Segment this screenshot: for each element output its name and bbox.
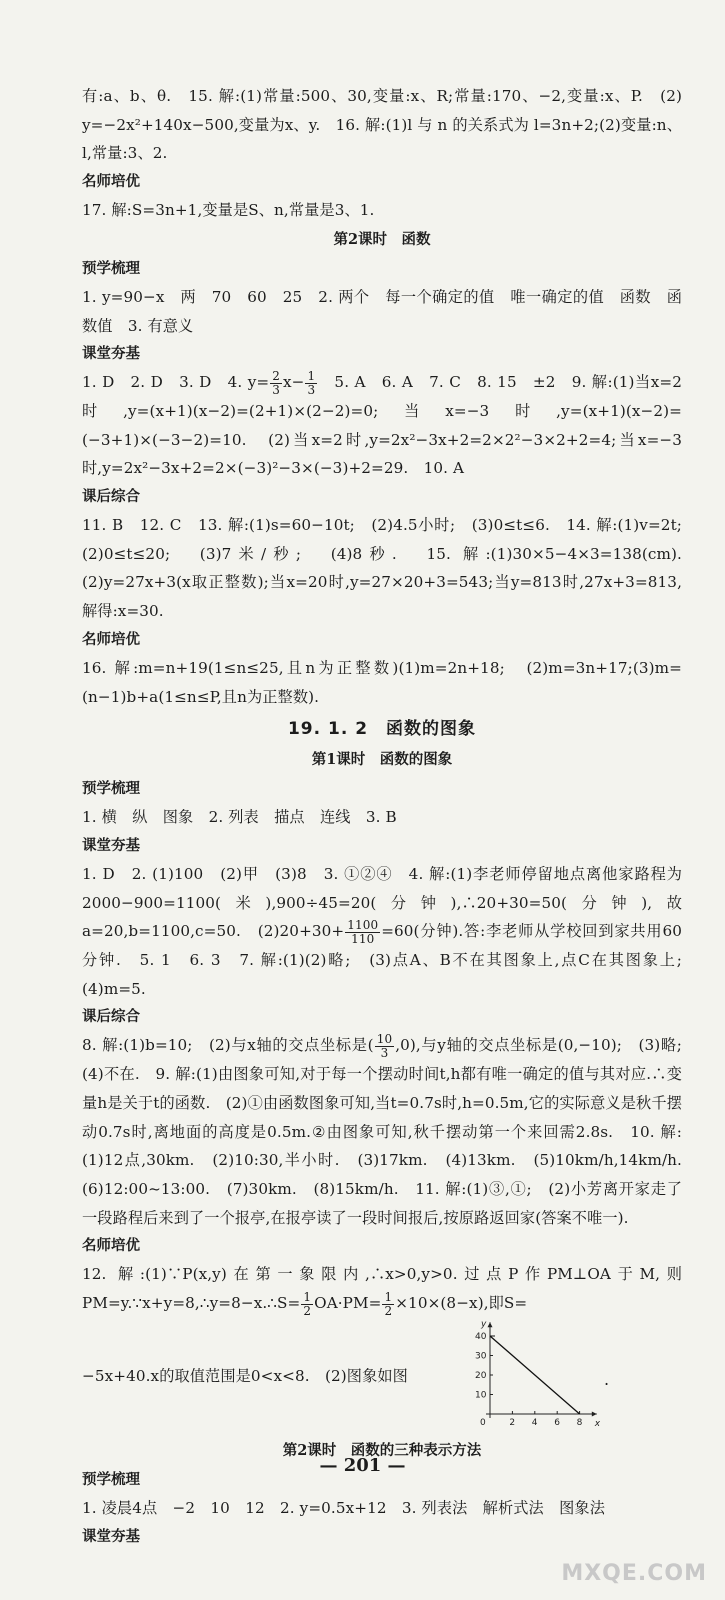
- function-line: [490, 1336, 580, 1414]
- section-heading: 预学梳理: [82, 781, 140, 798]
- numerator: 1: [384, 1289, 393, 1304]
- function-graph: [470, 1318, 600, 1436]
- denominator: 3: [380, 1045, 389, 1060]
- fraction: [345, 919, 380, 946]
- numerator: 10: [376, 1031, 393, 1046]
- numerator: 1100: [347, 917, 379, 932]
- text-run: 5. A 6. A 7. C 8. 15 ±2 9. 解:(1)当x=2时,y=(x+1)(x−2)=(2+1)×(2−2)=0;当x=−3时,y=(x+1)(x−2)=(−3+1)×(−3−2)=10. (2)当x=2时,y=2x²−3x+2=2×2²−3×2+2=4;当x=−3时,y=2x²−3x+2=2×(−3)²−3×(−3)+2=29. 10. A: [82, 373, 682, 478]
- text-run: 1. D 2. (1)100 (2)甲 (3)8 3. ①②④ 4. 解:(1)李老师停留地点离他家路程为2000−900=1100(米),900÷45=20(分钟),∴20+30=50(分钟),故a=20,b=1100,c=50. (2)20+30+: [82, 864, 682, 941]
- x-tick-label: 4: [531, 1417, 538, 1428]
- denominator: 2: [303, 1303, 312, 1318]
- text-run: =60(分钟).答:李老师从学校回到家共用60分钟. 5. 1 6. 3 7. 解:(1)(2)略; (3)点A、B不在其图象上,点C在其图象上; (4)m=5.: [82, 922, 698, 998]
- text-run: x−: [282, 373, 305, 392]
- lesson-title: 第2课时 函数的三种表示方法: [282, 1441, 482, 1459]
- numerator: 1: [307, 368, 316, 383]
- section-heading: 预学梳理: [82, 260, 140, 277]
- answer-paragraph: 有:a、b、θ. 15. 解:(1)常量:500、30,变量:x、R;常量:170、−2,变量:x、P. (2) y=−2x²+140x−500,变量为x、y. 16. 解:(1)l 与 n 的关系式为 l=3n+2;(2)变量:n、l,常量:3、2.: [82, 87, 682, 163]
- y-axis-label: y: [481, 1319, 487, 1330]
- text-run: ×10×(8−x),即S=: [395, 1294, 528, 1313]
- watermark-logo: MXQE.COM: [561, 1561, 707, 1586]
- y-tick-label: 40: [475, 1331, 487, 1342]
- answer-paragraph: 1. y=90−x 两 70 60 25 2. 两个 每一个确定的值 唯一确定的值 函数 函数值 3. 有意义: [82, 287, 682, 335]
- x-tick-label: 2: [509, 1417, 516, 1428]
- x-axis-arrow: [592, 1411, 597, 1416]
- denominator: 3: [272, 382, 280, 397]
- section-heading: 课堂夯基: [82, 1528, 140, 1545]
- numerator: 2: [272, 368, 280, 383]
- page-number: — 201 —: [319, 1455, 406, 1476]
- answer-paragraph: [82, 860, 698, 1004]
- answer-paragraph: [82, 1260, 682, 1317]
- answer-paragraph: −5x+40.x的取值范围是0<x<8. (2)图象如图: [82, 1366, 408, 1385]
- fraction: [382, 1291, 394, 1318]
- text-run: 1. D 2. D 3. D 4. y=: [82, 373, 270, 392]
- y-tick-label: 30: [475, 1351, 487, 1362]
- origin-label: 0: [480, 1417, 486, 1428]
- section-heading: 预学梳理: [82, 1471, 140, 1488]
- fraction: [301, 1291, 313, 1318]
- answer-paragraph: 11. B 12. C 13. 解:(1)s=60−10t; (2)4.5小时; (3)0≤t≤6. 14. 解:(1)v=2t; (2)0≤t≤20; (3)7米/秒; (4)8秒. 15. 解:(1)30×5−4×3=138(cm). (2)y=27x+3(x取正整数);当x=20时,y=27×20+3=543;当y=813时,27x+3=813,解得:x=30.: [82, 516, 698, 621]
- answer-paragraph: [82, 1031, 698, 1232]
- dot-mark: .: [604, 1369, 610, 1389]
- y-tick-label: 20: [475, 1370, 487, 1381]
- denominator: 110: [351, 931, 375, 946]
- x-axis-label: x: [594, 1418, 600, 1429]
- fraction: [270, 370, 282, 397]
- answer-paragraph: 1. 横 纵 图象 2. 列表 描点 连线 3. B: [82, 808, 397, 827]
- y-tick-label: 10: [475, 1390, 487, 1401]
- text-run: 12. 解:(1)∵P(x,y)在第一象限内,∴x>0,y>0.过点P作PM⊥OA于M,则PM=y.∵x+y=8,∴y=8−x.∴S=: [82, 1265, 682, 1313]
- answer-paragraph: [82, 368, 682, 483]
- denominator: 2: [384, 1303, 393, 1318]
- numerator: 1: [303, 1289, 312, 1304]
- denominator: 3: [307, 382, 316, 397]
- lesson-title: 第1课时 函数的图象: [311, 751, 453, 769]
- section-heading: 名师培优: [82, 1238, 140, 1255]
- answer-paragraph: 16. 解:m=n+19(1≤n≤25,且n为正整数)(1)m=2n+18; (2)m=3n+17;(3)m=(n−1)b+a(1≤n≤P,且n为正整数).: [82, 658, 682, 706]
- chapter-heading: 19. 1. 2 函数的图象: [287, 719, 477, 740]
- y-axis-arrow: [488, 1322, 493, 1327]
- section-heading: 名师培优: [82, 631, 140, 648]
- answer-paragraph: 1. 凌晨4点 −2 10 12 2. y=0.5x+12 3. 列表法 解析式法 图象法: [82, 1498, 605, 1517]
- section-heading: 名师培优: [82, 174, 140, 191]
- section-heading: 课堂夯基: [82, 346, 140, 363]
- text-run: 8. 解:(1)b=10; (2)与x轴的交点坐标是(: [82, 1036, 374, 1055]
- section-heading: 课后综合: [82, 489, 140, 506]
- x-tick-label: 6: [554, 1417, 560, 1428]
- text-run: OA·PM=: [314, 1294, 382, 1313]
- text-run: ,0),与y轴的交点坐标是(0,−10); (3)略; (4)不在. 9. 解:(1)由图象可知,对于每一个摆动时间t,h都有唯一确定的值与其对应.∴变量h是关于t的函数. (2)①由函数图象可知,当t=0.7s时,h=0.5m,它的实际意义是秋千摆动0.7s时,离地面的高度是0.5m.②由图象可知,秋千摆动第一个来回需2.8s. 10. 解:(1)12点,30km. (2)10:30,半小时. (3)17km. (4)13km. (5)10km/h,14km/h. (6)12:00~13:00. (7)30km. (8)15km/h. 11. 解:(1)③,①; (2)小芳离开家走了一段路程后来到了一个报亭,在报亭读了一段时间报后,按原路返回家(答案不唯一).: [82, 1036, 698, 1227]
- graph-row: [82, 1318, 682, 1436]
- page-content: [82, 82, 698, 1551]
- fraction: [375, 1033, 394, 1060]
- section-heading: 课堂夯基: [82, 837, 140, 854]
- section-heading: 课后综合: [82, 1009, 140, 1026]
- lesson-title: 第2课时 函数: [333, 230, 431, 248]
- fraction: [305, 370, 317, 397]
- x-tick-label: 8: [576, 1417, 583, 1428]
- answer-paragraph: 17. 解:S=3n+1,变量是S、n,常量是3、1.: [82, 201, 375, 220]
